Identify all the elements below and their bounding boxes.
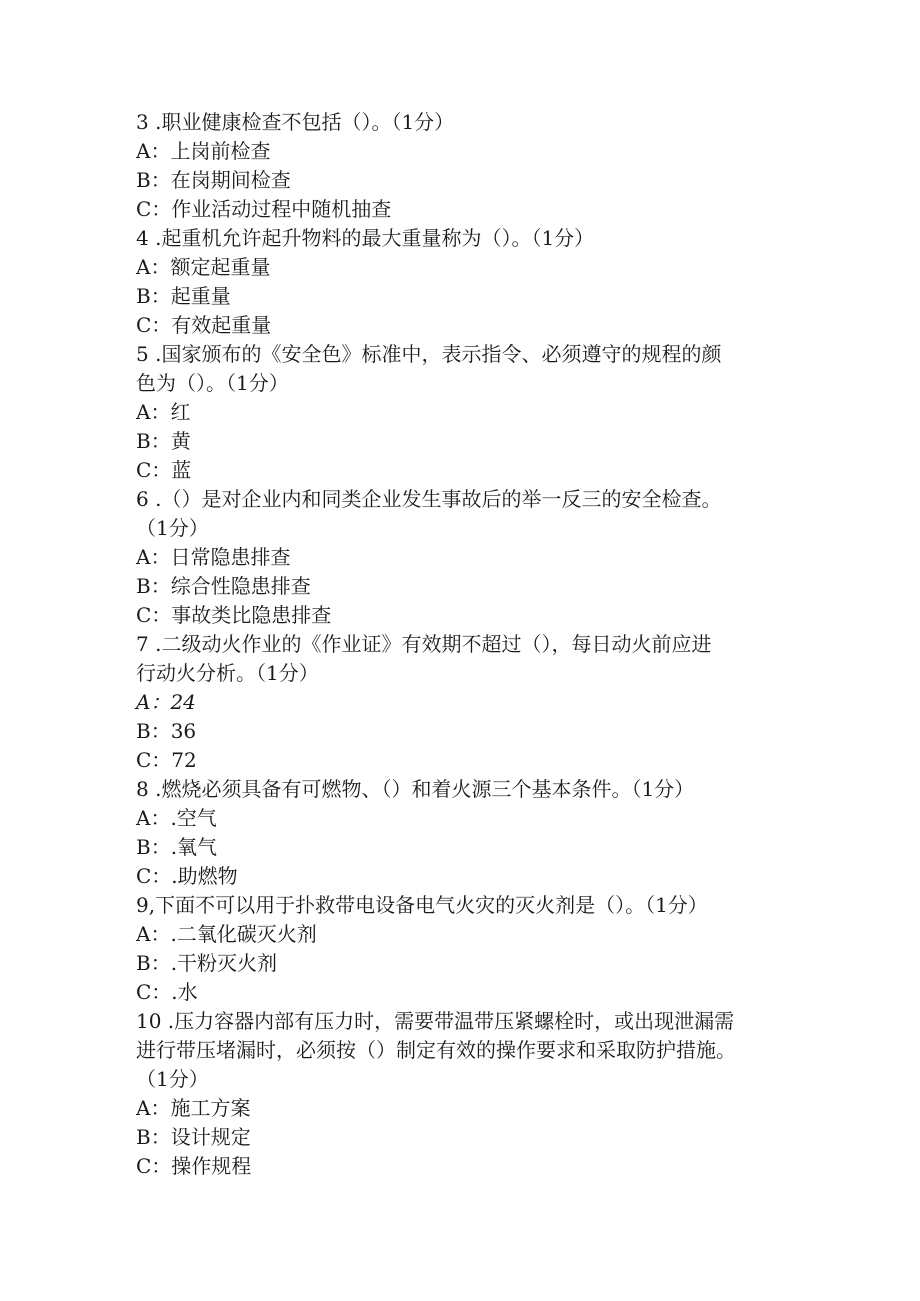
option-a: A：日常隐患排查 [136, 545, 291, 569]
question-list [136, 108, 836, 1181]
option-b: B：黄 [136, 429, 191, 453]
question-stem: 3 .职业健康检查不包括（）。（1分） [136, 110, 455, 134]
option-b: B：设计规定 [136, 1125, 251, 1149]
question-8 [136, 775, 836, 891]
question-stem: 5 .国家颁布的《安全色》标准中，表示指令、必须遵守的规程的颜 [136, 342, 722, 366]
option-b: B：起重量 [136, 284, 231, 308]
question-10 [136, 1007, 836, 1181]
option-c: C：.助燃物 [136, 864, 238, 888]
option-b: B：.氧气 [136, 835, 218, 859]
option-c: C：.水 [136, 980, 198, 1004]
question-stem-continued: 进行带压堵漏时，必须按（）制定有效的操作要求和采取防护措施。 [136, 1038, 736, 1062]
option-a: A：24 [136, 690, 196, 714]
question-stem-continued: （1分） [136, 1067, 209, 1091]
question-stem-continued: 行动火分析。（1分） [136, 661, 319, 685]
question-stem: 10 .压力容器内部有压力时，需要带温带压紧螺栓时，或出现泄漏需 [136, 1009, 735, 1033]
option-a: A：施工方案 [136, 1096, 251, 1120]
option-c: C：事故类比隐患排查 [136, 603, 332, 627]
option-a: A：额定起重量 [136, 255, 271, 279]
question-stem: 9,下面不可以用于扑救带电设备电气火灾的灭火剂是（）。（1分） [136, 893, 708, 917]
option-c: C：72 [136, 748, 197, 772]
option-c: C：蓝 [136, 458, 192, 482]
question-9 [136, 891, 836, 1007]
question-3 [136, 108, 836, 224]
question-4 [136, 224, 836, 340]
question-6 [136, 485, 836, 630]
question-stem-continued: 色为（）。（1分） [136, 371, 289, 395]
option-a: A：.空气 [136, 806, 217, 830]
option-a: A：.二氧化碳灭火剂 [136, 922, 317, 946]
question-stem: 7 .二级动火作业的《作业证》有效期不超过（），每日动火前应进 [136, 632, 712, 656]
question-stem: 4 .起重机允许起升物料的最大重量称为（）。（1分） [136, 226, 595, 250]
question-stem: 8 .燃烧必须具备有可燃物、（）和着火源三个基本条件。（1分） [136, 777, 695, 801]
question-5 [136, 340, 836, 485]
option-b: B：在岗期间检查 [136, 168, 291, 192]
option-b: B：36 [136, 719, 197, 743]
option-b: B：.干粉灭火剂 [136, 951, 278, 975]
question-stem: 6 .（）是对企业内和同类企业发生事故后的举一反三的安全检查。 [136, 487, 722, 511]
option-c: C：有效起重量 [136, 313, 272, 337]
option-a: A：红 [136, 400, 191, 424]
option-c: C：作业活动过程中随机抽查 [136, 197, 392, 221]
question-7 [136, 630, 836, 775]
question-stem-continued: （1分） [136, 516, 209, 540]
option-b: B：综合性隐患排查 [136, 574, 311, 598]
option-a: A：上岗前检查 [136, 139, 271, 163]
option-c: C：操作规程 [136, 1154, 252, 1178]
